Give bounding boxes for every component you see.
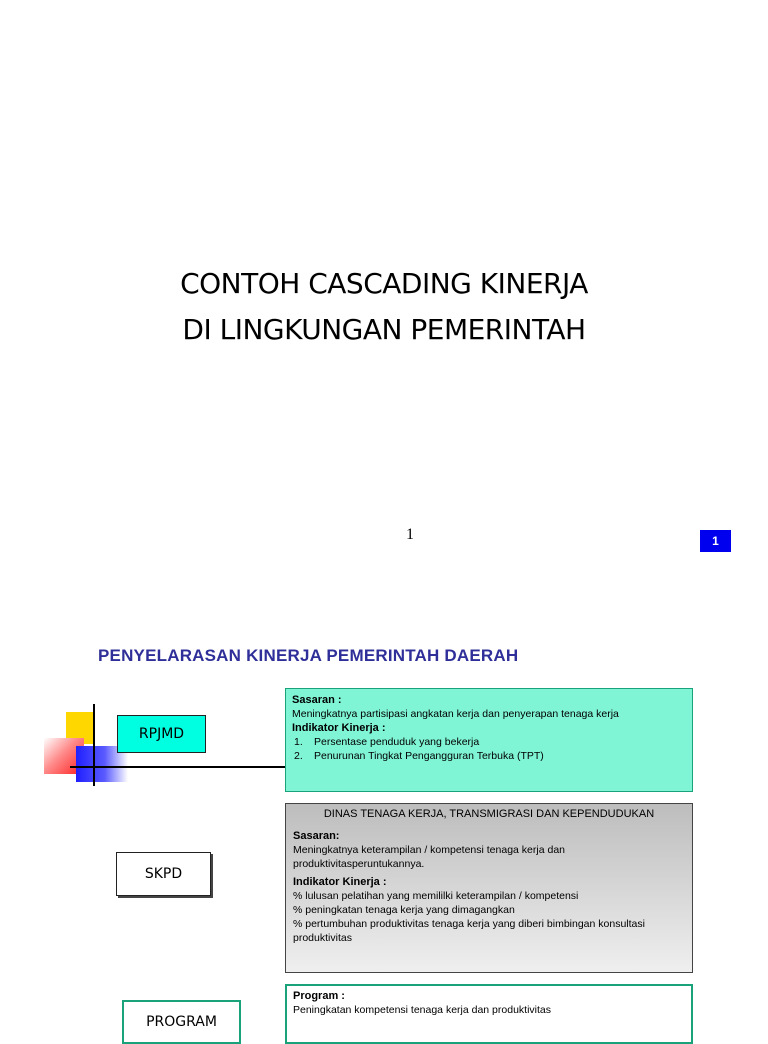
program-label-text: Program : <box>293 990 345 1002</box>
program-target-box <box>285 984 693 1044</box>
program-text: Peningkatan kompetensi tenaga kerja dan produktivitas <box>293 1004 551 1016</box>
rpjmd-target-box <box>285 688 693 792</box>
rpjmd-indikator-label: Indikator Kinerja : <box>292 722 386 734</box>
decorative-vertical-line <box>93 704 95 786</box>
rpjmd-sasaran-label: Sasaran : <box>292 694 342 706</box>
list-item: 2. Penurunan Tingkat Pengangguran Terbuka (TPT) <box>294 750 544 762</box>
slide-2-title: PENYELARASAN KINERJA PEMERINTAH DAERAH <box>98 646 519 665</box>
rpjmd-sasaran-text: Meningkatnya partisipasi angkatan kerja dan penyerapan tenaga kerja <box>292 708 619 720</box>
rpjmd-indikator-list <box>292 735 686 763</box>
program-label: PROGRAM <box>122 1000 241 1044</box>
list-item: % lulusan pelatihan yang memililki keterampilan / kompetensi <box>293 890 579 902</box>
list-item: % peningkatan tenaga kerja yang dimagangkan <box>293 904 515 916</box>
skpd-target-box <box>285 803 693 973</box>
skpd-label: SKPD <box>116 852 211 896</box>
slide-number-badge: 1 <box>700 530 731 552</box>
skpd-sasaran-label: Sasaran: <box>293 830 340 842</box>
connector-line <box>70 766 286 768</box>
skpd-box-header: DINAS TENAGA KERJA, TRANSMIGRASI DAN KEPENDUDUKAN <box>323 808 655 820</box>
skpd-sasaran-text: Meningkatnya keterampilan / kompetensi tenaga kerja dan produktivitasperuntukannya. <box>293 844 565 870</box>
rpjmd-label: RPJMD <box>117 715 206 753</box>
skpd-indikator-label: Indikator Kinerja : <box>293 876 387 888</box>
list-item: 1. Persentase penduduk yang bekerja <box>294 736 480 748</box>
slide-2 <box>0 600 768 1030</box>
slide-title-line-1: CONTOH CASCADING KINERJA <box>180 267 588 300</box>
list-item: % pertumbuhan produktivitas tenaga kerja yang diberi bimbingan konsultasi produktivitas <box>293 918 645 944</box>
page-number: 1 <box>406 526 414 543</box>
slide-title-line-2: DI LINGKUNGAN PEMERINTAH <box>182 313 586 346</box>
